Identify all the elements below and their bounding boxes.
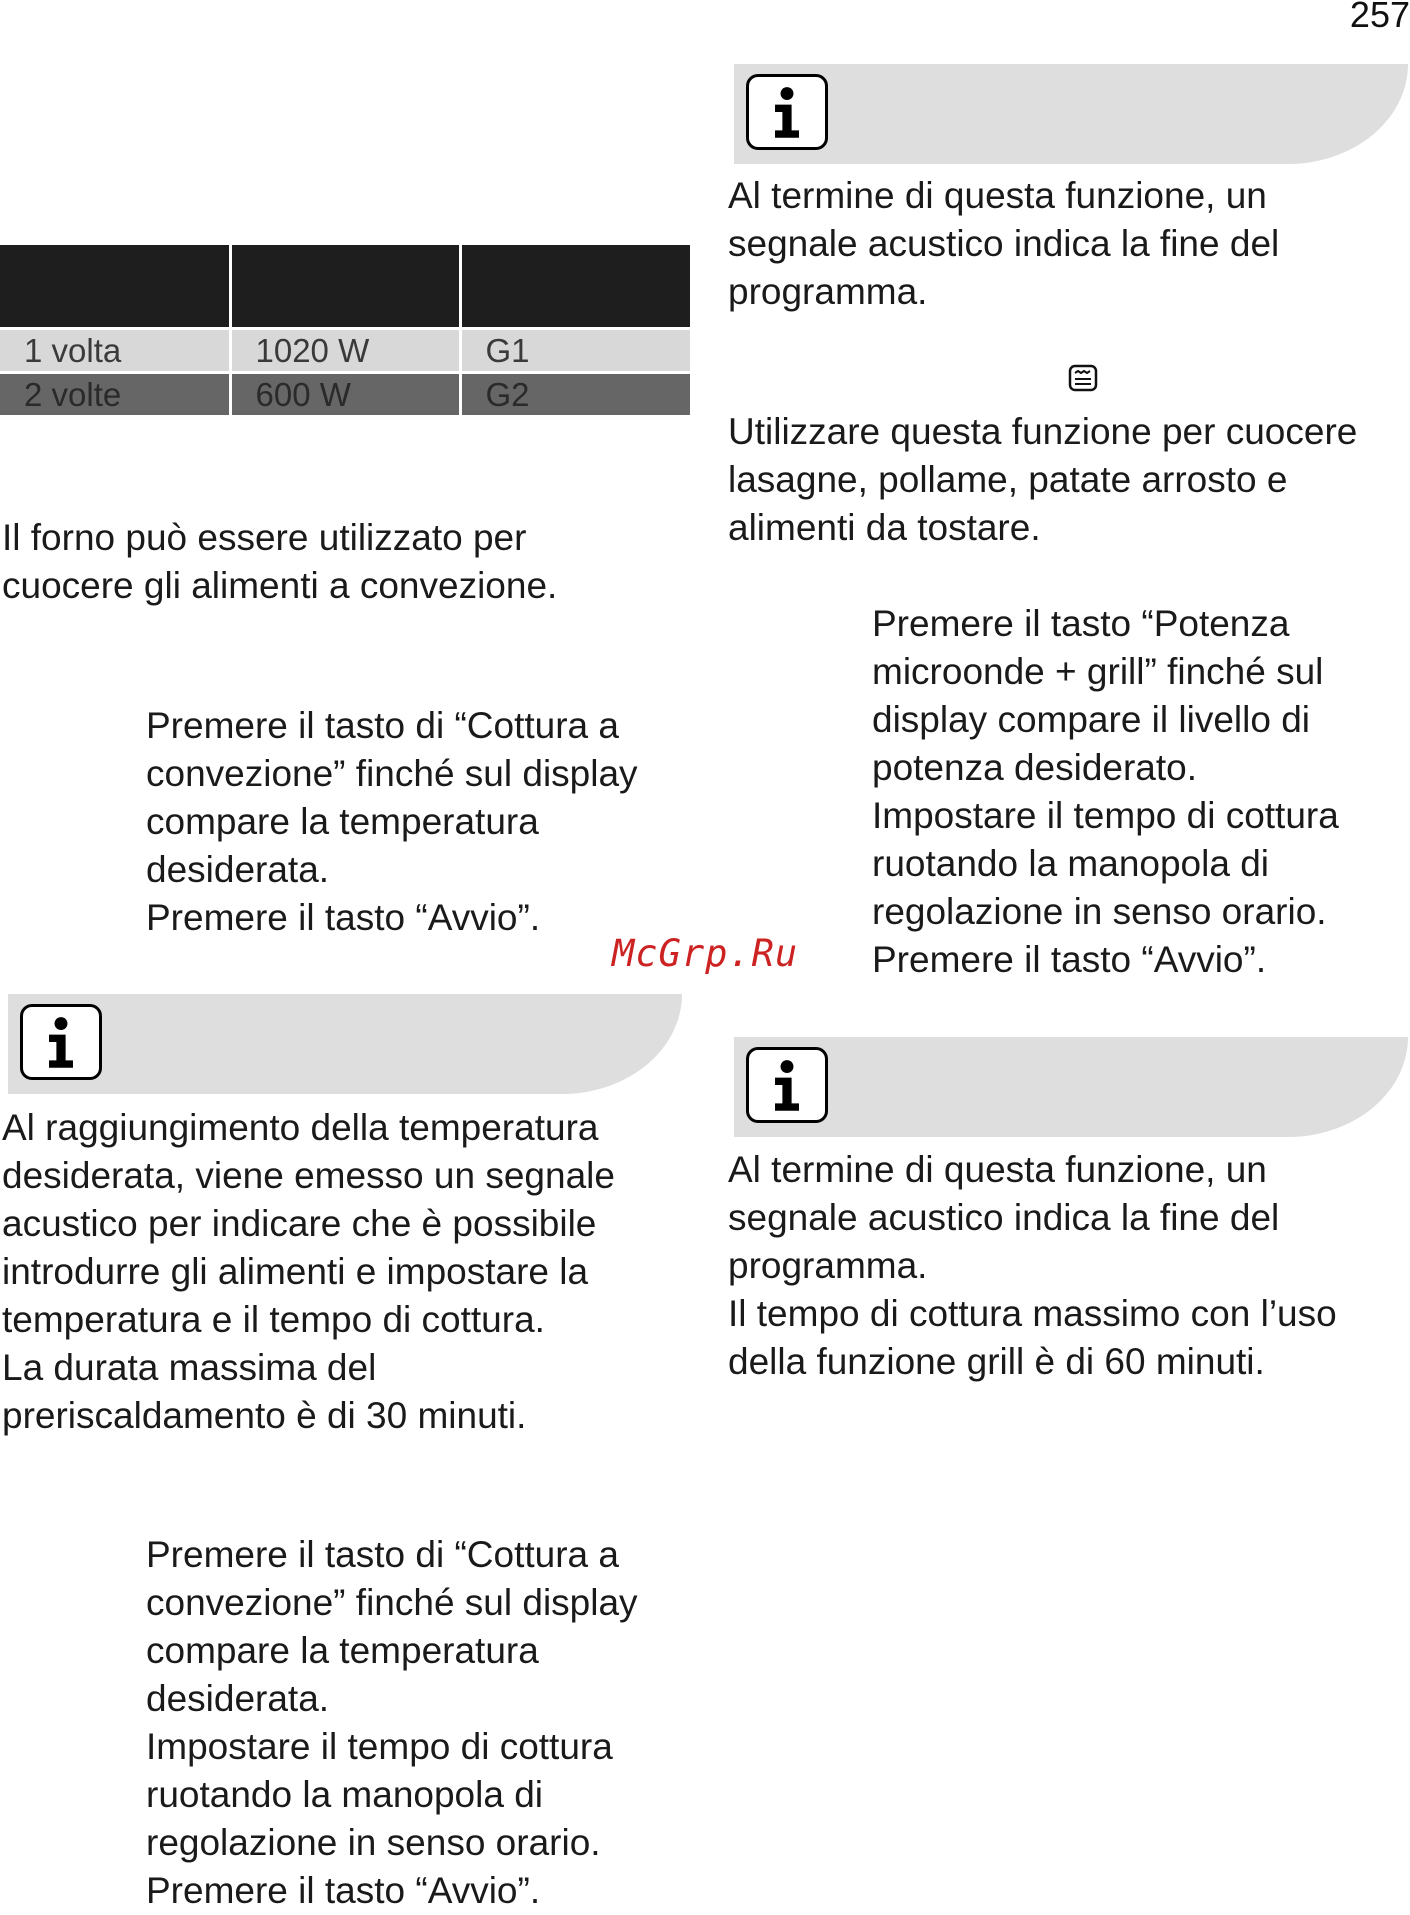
text-line: Premere il tasto “Avvio”. [146,1870,541,1911]
text-line: convezione” finché sul display [146,753,638,794]
table-cell: 2 volte [0,373,230,416]
info-icon [746,74,828,150]
table-row [0,329,690,373]
text-line: Il forno può essere utilizzato per [2,517,527,558]
info-banner [734,1037,1408,1137]
right-info-note-1 [728,172,1279,316]
table-cell: G1 [460,329,690,373]
text-line: della funzione grill è di 60 minuti. [728,1341,1265,1382]
text-line: Impostare il tempo di cottura [872,795,1339,836]
text-line: alimenti da tostare. [728,507,1041,548]
table-header-cell [460,245,690,329]
text-line: display compare il livello di [872,699,1311,740]
info-banner [734,64,1408,164]
page-number: 257 [1349,0,1410,35]
table-cell: 600 W [230,373,460,416]
table-header-cell [0,245,230,329]
text-line: La durata massima del [2,1347,377,1388]
text-line: acustico per indicare che è possibile [2,1203,597,1244]
text-line: desiderata, viene emesso un segnale [2,1155,615,1196]
text-line: Al termine di questa funzione, un [728,175,1267,216]
text-line: desiderata. [146,1678,330,1719]
table-row [0,373,690,416]
text-line: introdurre gli alimenti e impostare la [2,1251,589,1292]
text-line: regolazione in senso orario. [146,1822,601,1863]
text-line: Premere il tasto “Avvio”. [146,897,541,938]
right-steps [872,600,1339,984]
text-line: Premere il tasto di “Cottura a [146,705,619,746]
text-line: potenza desiderato. [872,747,1198,788]
text-line: preriscaldamento è di 30 minuti. [2,1395,527,1436]
table-header-row [0,245,690,329]
info-icon [746,1047,828,1123]
grill-function-icon [1068,364,1098,392]
text-line: Utilizzare questa funzione per cuocere [728,411,1358,452]
table-header-cell [230,245,460,329]
text-line: compare la temperatura [146,1630,539,1671]
text-line: microonde + grill” finché sul [872,651,1324,692]
text-line: Premere il tasto di “Cottura a [146,1534,619,1575]
text-line: segnale acustico indica la fine del [728,223,1280,264]
text-line: Il tempo di cottura massimo con l’uso [728,1293,1337,1334]
text-line: ruotando la manopola di [146,1774,544,1815]
info-icon [20,1004,102,1080]
power-table [0,245,690,415]
text-line: Al raggiungimento della temperatura [2,1107,599,1148]
text-line: ruotando la manopola di [872,843,1270,884]
text-line: programma. [728,271,928,312]
left-info-note [2,1104,615,1440]
text-line: convezione” finché sul display [146,1582,638,1623]
info-banner [8,994,682,1094]
right-info-note-2 [728,1146,1337,1386]
text-line: regolazione in senso orario. [872,891,1327,932]
left-steps-2 [146,1531,638,1915]
text-line: compare la temperatura [146,801,539,842]
left-intro [2,514,557,610]
right-intro [728,408,1357,552]
text-line: Premere il tasto “Avvio”. [872,939,1267,980]
table-cell: 1 volta [0,329,230,373]
text-line: desiderata. [146,849,330,890]
text-line: Premere il tasto “Potenza [872,603,1290,644]
text-line: temperatura e il tempo di cottura. [2,1299,545,1340]
text-line: lasagne, pollame, patate arrosto e [728,459,1288,500]
left-steps-1 [146,702,638,942]
text-line: Impostare il tempo di cottura [146,1726,613,1767]
text-line: cuocere gli alimenti a convezione. [2,565,558,606]
table-cell: G2 [460,373,690,416]
text-line: programma. [728,1245,928,1286]
text-line: segnale acustico indica la fine del [728,1197,1280,1238]
text-line: Al termine di questa funzione, un [728,1149,1267,1190]
table-cell: 1020 W [230,329,460,373]
watermark: McGrp.Ru [612,932,799,975]
